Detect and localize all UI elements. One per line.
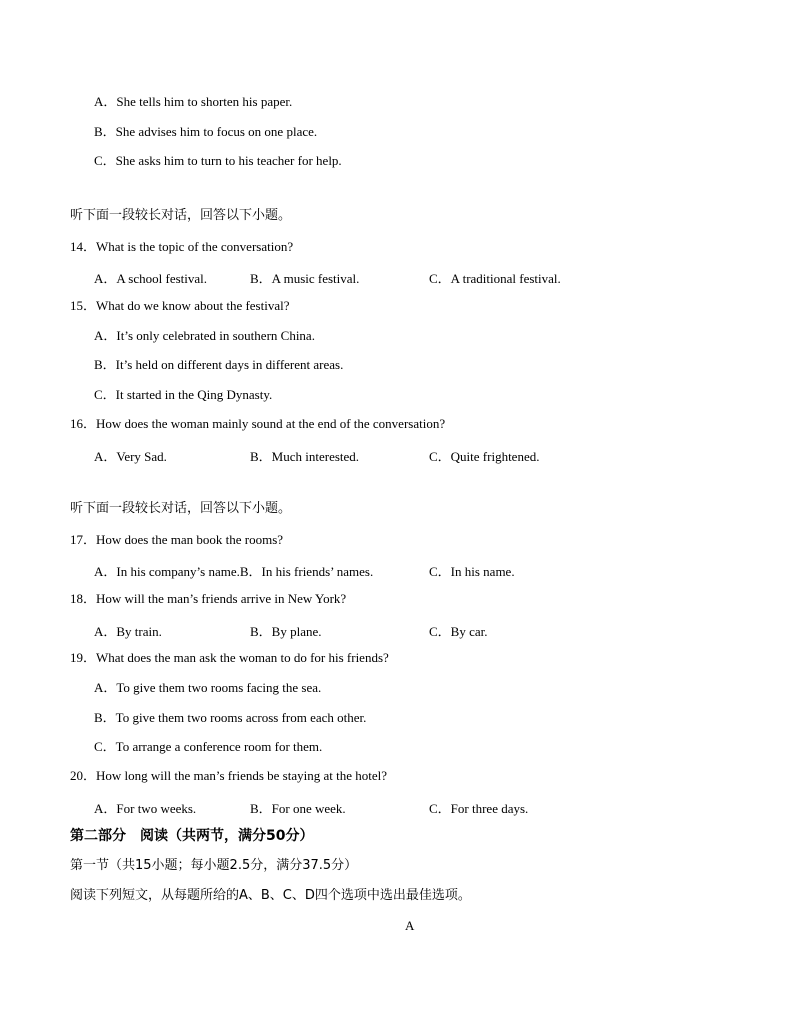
q16-option-c: C．Quite frightened. [429, 449, 540, 464]
q16-option-b: B．Much interested. [250, 449, 360, 464]
q19-option-b: B．To give them two rooms across from each other. [94, 710, 367, 725]
q18-option-c: C．By car. [429, 624, 488, 639]
q15-option-c: C．It started in the Qing Dynasty. [94, 387, 273, 402]
q19-stem: 19．What does the man ask the woman to do for his friends? [70, 650, 389, 665]
q16-option-a: A．Very Sad. [94, 449, 167, 464]
section-intro-listening-1: 听下面一段较长对话，回答以下小题。 [70, 208, 292, 223]
q17-option-c: C．In his name. [429, 564, 515, 579]
q13-option-a: A．She tells him to shorten his paper. [94, 94, 293, 109]
part2-title: 第二部分 阅读（共两节，满分50分） [70, 828, 314, 844]
q15-option-a: A．It’s only celebrated in southern China. [94, 328, 315, 343]
q18-stem: 18．How will the man’s friends arrive in New York? [70, 591, 347, 606]
q13-option-c: C．She asks him to turn to his teacher for help. [94, 153, 342, 168]
section-intro-listening-2: 听下面一段较长对话，回答以下小题。 [70, 501, 292, 516]
reading-instruction: 阅读下列短文，从每题所给的A、B、C、D四个选项中选出最佳选项。 [70, 888, 471, 903]
q14-stem: 14．What is the topic of the conversation? [70, 239, 294, 254]
passage-label: A [405, 918, 415, 933]
q18-option-b: B．By plane. [250, 624, 322, 639]
section1-title: 第一节（共15小题；每小题2.5分，满分37.5分） [70, 858, 358, 873]
q16-stem: 16．How does the woman mainly sound at the end of the conversation? [70, 416, 446, 431]
q20-option-b: B．For one week. [250, 801, 346, 816]
q13-option-b: B．She advises him to focus on one place. [94, 124, 318, 139]
q18-option-a: A．By train. [94, 624, 162, 639]
q19-option-c: C．To arrange a conference room for them. [94, 739, 323, 754]
q17-option-ab: A．In his company’s name.B．In his friends’ names. [94, 564, 374, 579]
q15-option-b: B．It’s held on different days in different areas. [94, 357, 344, 372]
q20-option-c: C．For three days. [429, 801, 529, 816]
q20-option-a: A．For two weeks. [94, 801, 197, 816]
q15-stem: 15．What do we know about the festival? [70, 298, 290, 313]
q17-stem: 17．How does the man book the rooms? [70, 532, 284, 547]
q14-option-b: B．A music festival. [250, 271, 360, 286]
q19-option-a: A．To give them two rooms facing the sea. [94, 680, 322, 695]
q14-option-a: A．A school festival. [94, 271, 208, 286]
q14-option-c: C．A traditional festival. [429, 271, 561, 286]
q20-stem: 20．How long will the man’s friends be staying at the hotel? [70, 768, 387, 783]
